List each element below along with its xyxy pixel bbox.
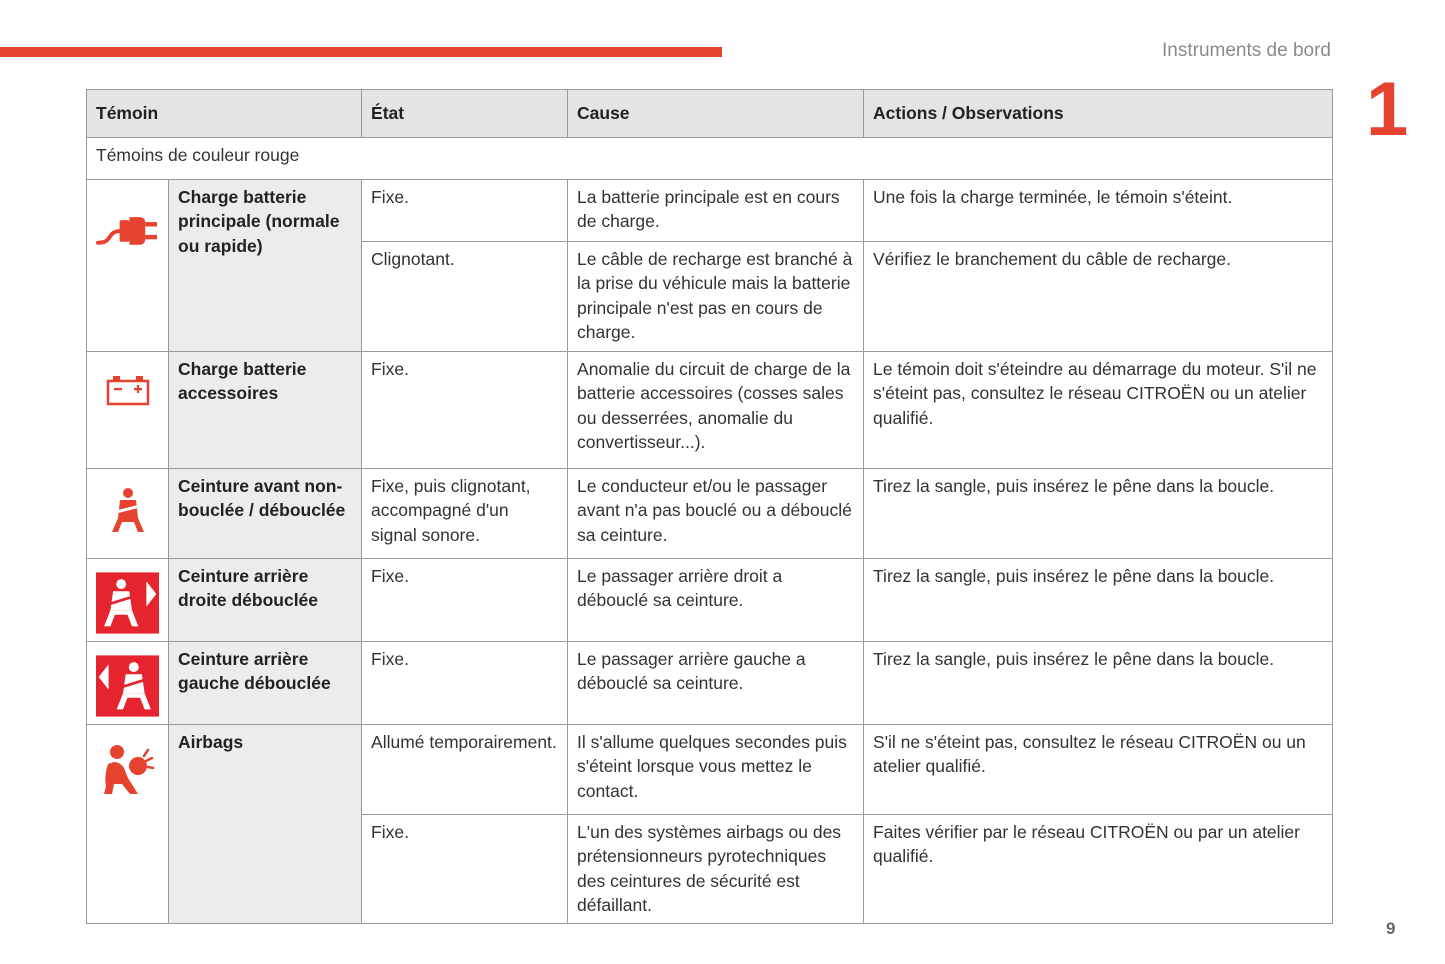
table-row (87, 469, 1333, 559)
warning-label: Ceinture arrière droite débouclée (169, 559, 362, 642)
warning-label: Ceinture arrière gauche débouclée (169, 642, 362, 725)
table-row (87, 559, 1333, 642)
page-number: 9 (1386, 919, 1396, 938)
table-row (87, 352, 1333, 469)
icon-cell (87, 180, 169, 352)
action-cell: Faites vérifier par le réseau CITROËN ou par un atelier qualifié. (864, 815, 1333, 924)
etat-cell: Fixe. (362, 642, 568, 725)
plug-charge-icon (96, 207, 159, 249)
airbag-icon (96, 742, 159, 796)
action-cell: S'il ne s'éteint pas, consultez le réseau CITROËN ou un atelier qualifié. (864, 725, 1333, 815)
etat-cell: Clignotant. (362, 242, 568, 352)
warning-label: Charge batterie accessoires (169, 352, 362, 469)
chapter-number: 1 (1366, 67, 1409, 152)
etat-cell: Allumé temporairement. (362, 725, 568, 815)
table-row (87, 180, 1333, 242)
header-accent-bar (0, 47, 722, 57)
etat-cell: Fixe. (362, 180, 568, 242)
warning-label: Ceinture avant non-bouclée / débouclée (169, 469, 362, 559)
action-cell: Vérifiez le branchement du câble de recharge. (864, 242, 1333, 352)
table-row (87, 642, 1333, 725)
warning-label: Charge batterie principale (normale ou rapide) (169, 180, 362, 352)
column-header-cause: Cause (568, 90, 864, 138)
warning-label: Airbags (169, 725, 362, 924)
action-cell: Tirez la sangle, puis insérez le pêne dans la boucle. (864, 559, 1333, 642)
cause-cell: La batterie principale est en cours de charge. (568, 180, 864, 242)
cause-cell: Le passager arrière droit a débouclé sa ceinture. (568, 559, 864, 642)
column-header-actions: Actions / Observations (864, 90, 1333, 138)
cause-cell: Le câble de recharge est branché à la prise du véhicule mais la batterie principale n'est pas en cours de charge. (568, 242, 864, 352)
action-cell: Le témoin doit s'éteindre au démarrage du moteur. S'il ne s'éteint pas, consultez le réseau CITROËN ou un atelier qualifié. (864, 352, 1333, 469)
action-cell: Tirez la sangle, puis insérez le pêne dans la boucle. (864, 469, 1333, 559)
section-row (87, 138, 1333, 180)
table-header-row (87, 90, 1333, 138)
etat-cell: Fixe. (362, 559, 568, 642)
seatbelt-rear-right-icon (96, 569, 159, 637)
section-label: Témoins de couleur rouge (87, 138, 1333, 180)
seatbelt-icon (96, 486, 159, 534)
table-row (87, 725, 1333, 815)
cause-cell: Le passager arrière gauche a débouclé sa ceinture. (568, 642, 864, 725)
column-header-etat: État (362, 90, 568, 138)
action-cell: Une fois la charge terminée, le témoin s'éteint. (864, 180, 1333, 242)
etat-cell: Fixe. (362, 815, 568, 924)
cause-cell: Il s'allume quelques secondes puis s'éteint lorsque vous mettez le contact. (568, 725, 864, 815)
cause-cell: Le conducteur et/ou le passager avant n'a pas bouclé ou a débouclé sa ceinture. (568, 469, 864, 559)
battery-icon (96, 373, 159, 407)
etat-cell: Fixe. (362, 352, 568, 469)
section-title: Instruments de bord (1162, 40, 1331, 61)
cause-cell: Anomalie du circuit de charge de la batterie accessoires (cosses sales ou desserrées, anomalie du convertisseur...). (568, 352, 864, 469)
action-cell: Tirez la sangle, puis insérez le pêne dans la boucle. (864, 642, 1333, 725)
etat-cell: Fixe, puis clignotant, accompagné d'un signal sonore. (362, 469, 568, 559)
icon-cell (87, 725, 169, 924)
icon-cell (87, 469, 169, 559)
icon-cell (87, 559, 169, 642)
cause-cell: L'un des systèmes airbags ou des prétensionneurs pyrotechniques des ceintures de sécurité est défaillant. (568, 815, 864, 924)
icon-cell (87, 352, 169, 469)
warning-lights-table (86, 89, 1333, 924)
icon-cell (87, 642, 169, 725)
column-header-temoin: Témoin (87, 90, 362, 138)
seatbelt-rear-left-icon (96, 652, 159, 720)
